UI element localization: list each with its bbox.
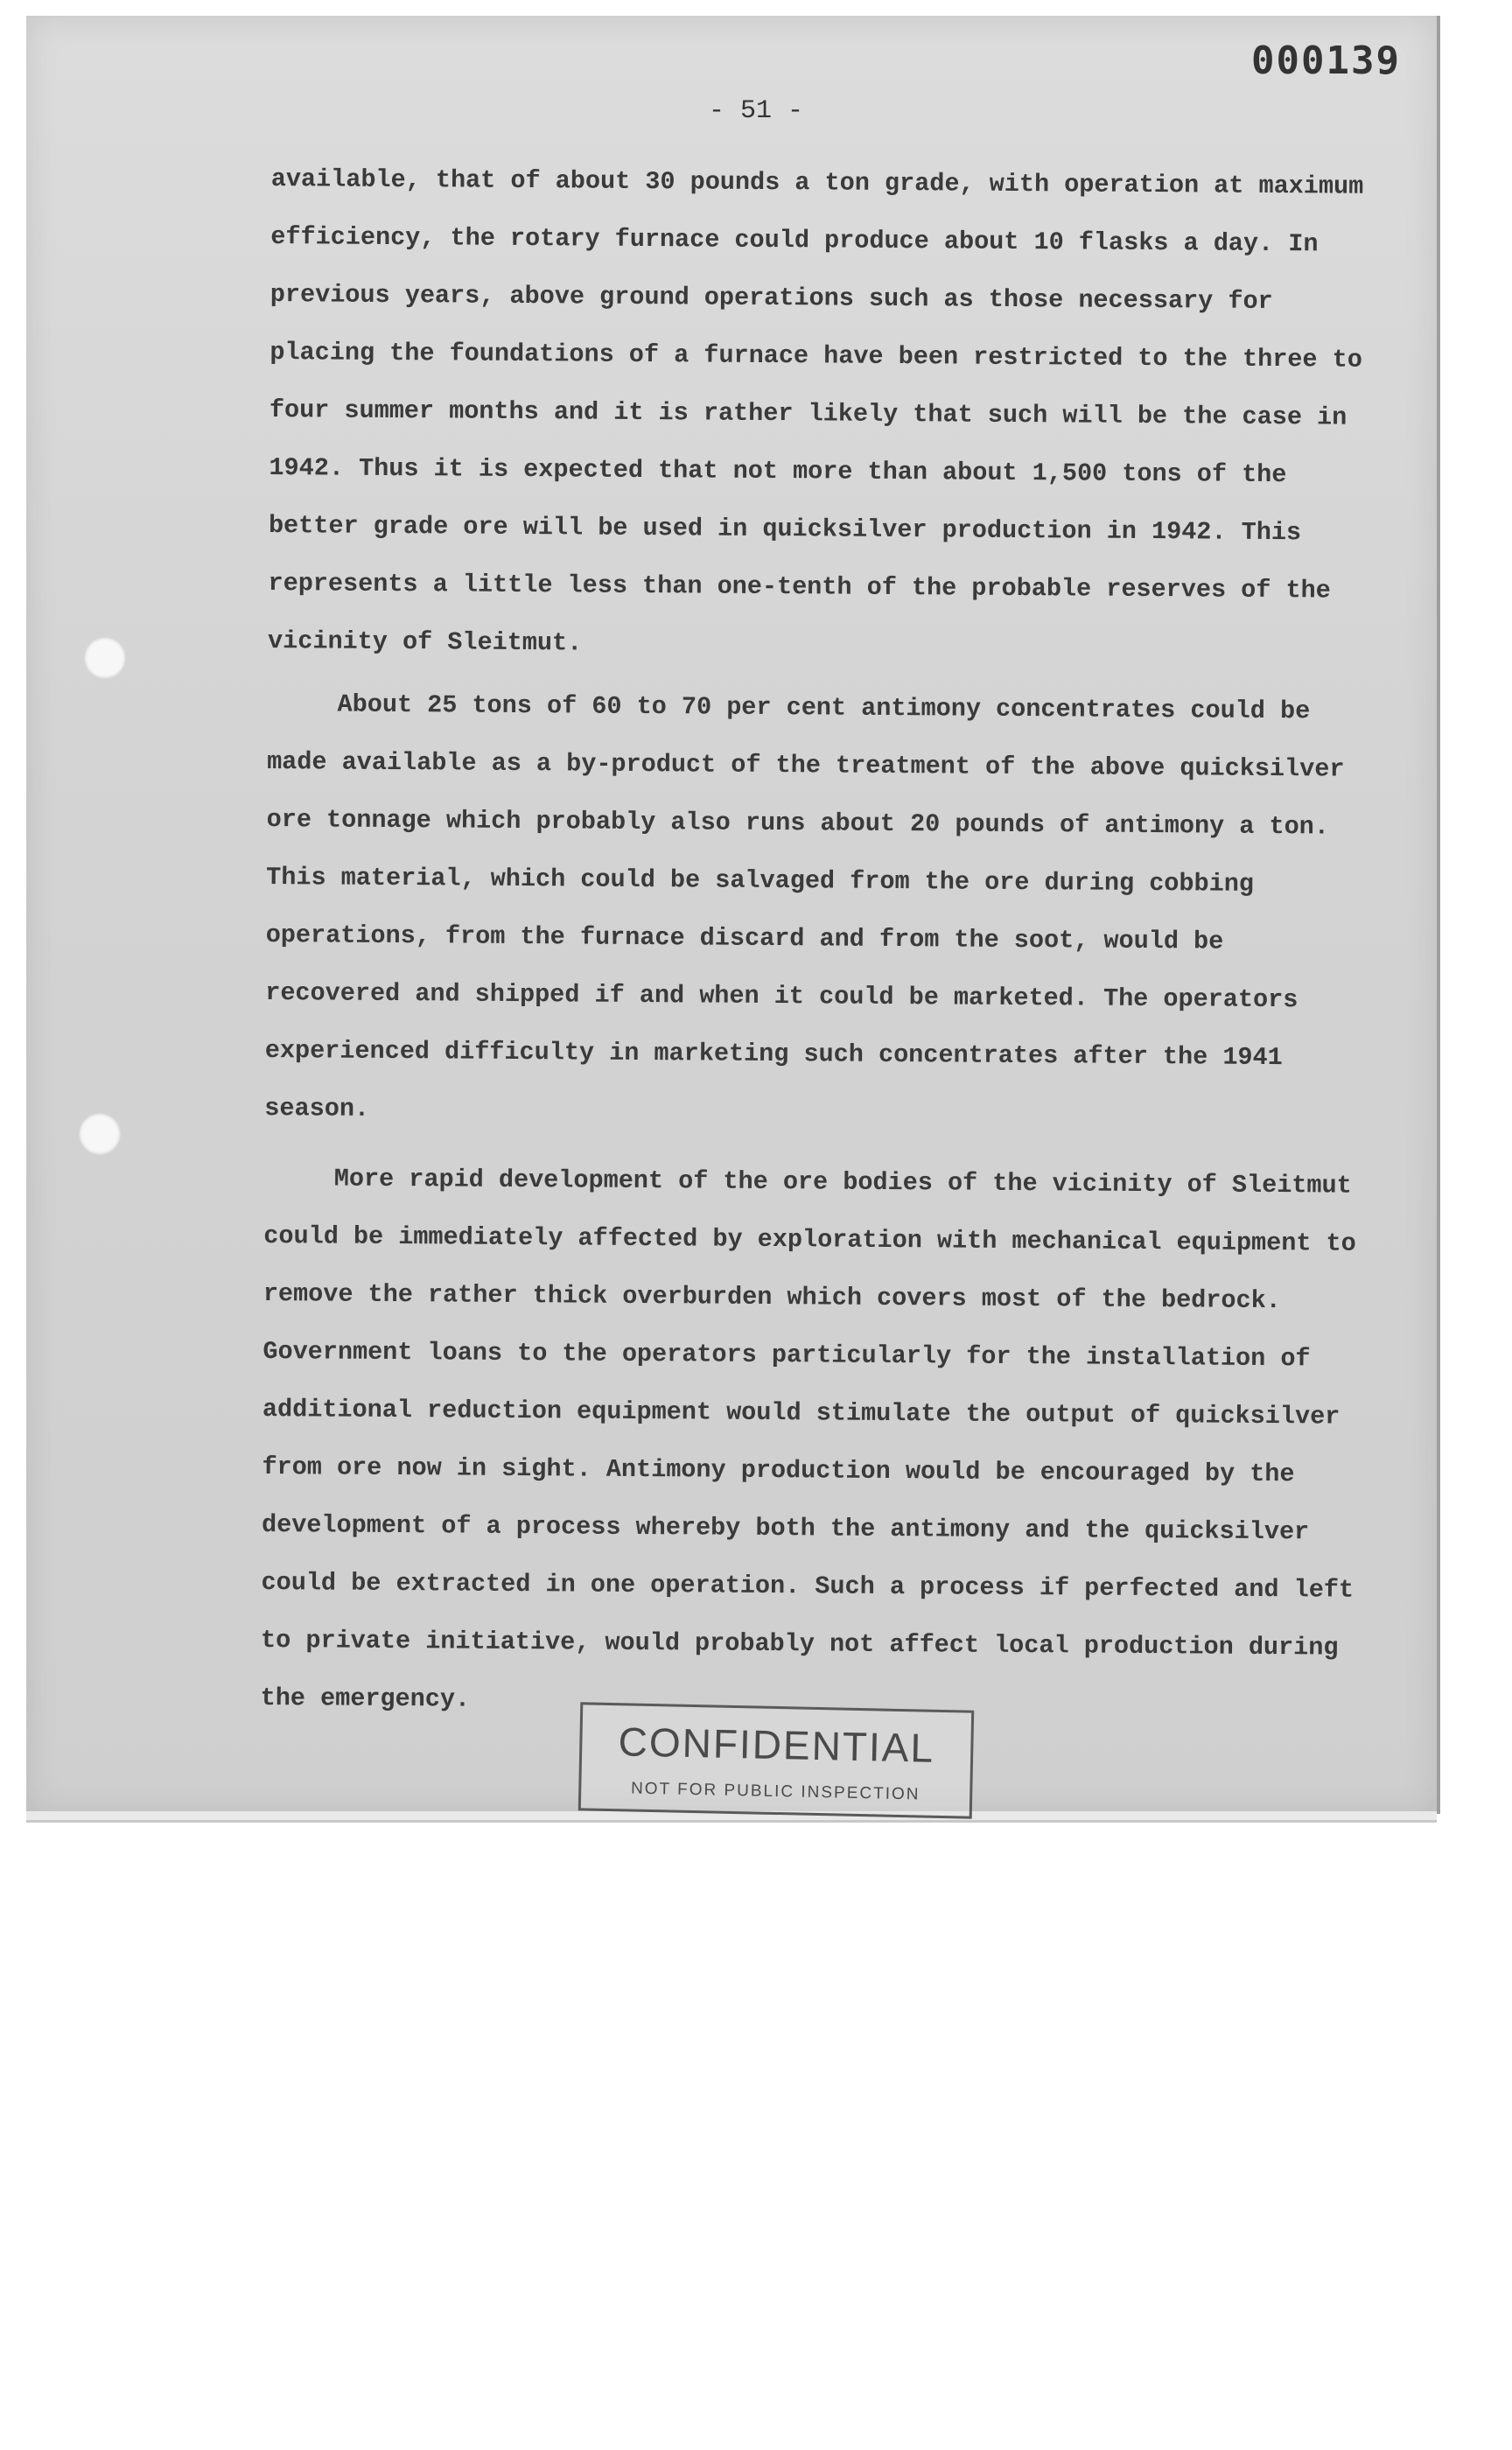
punch-hole-top	[84, 637, 126, 679]
paragraph-2: About 25 tons of 60 to 70 per cent antimony concentrates could be made available as a by-product of the treatment of the above quicksilver ore tonnage which probably also runs about 20 pounds of antimony a ton. This material, which could be salvaged from the ore during cobbing operations, from the furnace discard and from the soot, would be recovered and shipped if and when it could be marketed. The operators experienced difficulty in marketing such concentrates after the 1941 season.	[264, 690, 1345, 1124]
punch-hole-bottom	[79, 1113, 121, 1155]
paragraph-1: available, that of about 30 pounds a ton grade, with operation at maximum efficiency, the rotary furnace could produce about 10 flasks a day. In previous years, above ground operations such as those necessary for placing the foundations of a furnace have been restricted to the three to four summer months and it is rather likely that such will be the case in 1942. Thus it is expected that not more than about 1,500 tons of the better grade ore will be used in quicksilver production in 1942. This represents a little less than one-tenth of the probable reserves of the vicinity of Sleitmut.	[267, 164, 1364, 658]
confidential-stamp	[578, 1702, 974, 1818]
stamp-subtitle: NOT FOR PUBLIC INSPECTION	[630, 1779, 920, 1804]
page-number: - 51 -	[709, 96, 804, 126]
paragraph-3: More rapid development of the ore bodies of the vicinity of Sleitmut could be immediately affected by exploration with mechanical equipment to remove the rather thick overburden which covers most of the bedrock. Government loans to the operators particularly for the installation of additional reduction equipment would stimulate the output of quicksilver from ore now in sight. Antimony production would be encouraged by the development of a process whereby both the antimony and the quicksilver could be extracted in one operation. Such a process if perfected and left to private initiative, would probably not affect local production during the emergency.	[260, 1164, 1356, 1714]
document-number: 000139	[1251, 38, 1401, 83]
stamp-title: CONFIDENTIAL	[618, 1718, 935, 1771]
body-text	[260, 150, 1365, 1735]
